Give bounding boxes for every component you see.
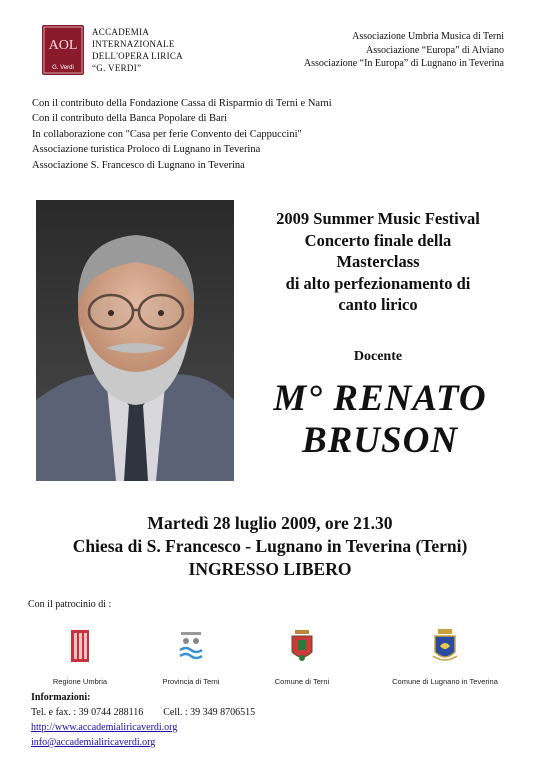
event-details	[0, 512, 540, 581]
event-title-line: 2009 Summer Music Festival	[276, 209, 480, 228]
sponsor-provincia-terni	[131, 626, 251, 686]
event-title-line: Masterclass	[336, 252, 420, 271]
patronage-label: Con il patrocinio di :	[28, 599, 112, 610]
logo-letters: AOL	[48, 38, 78, 53]
sponsor-comune-lugnano	[385, 626, 505, 686]
event-title-line: canto lirico	[338, 295, 418, 314]
event-location: Chiesa di S. Francesco - Lugnano in Teverina (Terni)	[72, 536, 468, 556]
academy-logo	[42, 25, 84, 75]
contribution-item: Con il contributo della Fondazione Cassa di Risparmio di Terni e Narni	[32, 98, 332, 109]
event-title-line: Concerto finale della	[304, 230, 452, 250]
sponsor-name: Comune di Terni	[274, 677, 330, 686]
provincia-terni-emblem-icon	[176, 626, 206, 666]
association-item: Associazione “In Europa” di Lugnano in Teverina	[303, 58, 504, 69]
teacher-name	[245, 378, 515, 462]
contribution-item: Con il contributo della Banca Popolare di Bari	[32, 113, 228, 125]
contribution-item: Associazione S. Francesco di Lugnano in Teverina	[32, 159, 245, 171]
regione-umbria-emblem-icon	[65, 626, 95, 666]
logo-caption: G. Verdi	[52, 65, 74, 71]
portrait-image	[36, 200, 234, 481]
free-entry: INGRESSO LIBERO	[188, 559, 352, 579]
teacher-name-line1: M° RENATO	[273, 378, 487, 419]
sponsor-regione-umbria	[20, 626, 140, 686]
comune-lugnano-crest-icon	[430, 626, 460, 666]
phone-line: Tel. e fax. : 39 0744 288116 Cell. : 39 349 8706515	[31, 707, 256, 718]
academy-logo-icon	[42, 25, 84, 75]
association-item: Associazione Umbria Musica di Terni	[352, 31, 504, 42]
teacher-name-line2: BRUSON	[301, 420, 459, 461]
sponsor-name: Provincia di Terni	[162, 677, 220, 686]
docente-label: Docente	[353, 349, 403, 364]
event-date: Martedì 28 luglio 2009, ore 21.30	[147, 513, 393, 533]
contribution-item: Associazione turistica Proloco di Lugnano in Teverina	[32, 144, 261, 156]
website-link[interactable]: http://www.accademialiricaverdi.org	[31, 722, 178, 733]
contributions-list	[32, 96, 332, 173]
info-title: Informazioni:	[31, 692, 91, 703]
contribution-item: In collaborazione con "Casa per ferie Convento dei Cappuccini"	[32, 128, 302, 140]
event-title-block	[250, 208, 506, 316]
association-item: Associazione “Europa” di Alviano	[365, 44, 504, 56]
portrait-photo	[36, 200, 234, 481]
email-link[interactable]: info@accademialiricaverdi.org	[31, 737, 156, 748]
associations-list	[244, 30, 504, 71]
sponsor-name: Regione Umbria	[52, 677, 108, 686]
sponsor-name: Comune di Lugnano in Teverina	[392, 677, 498, 686]
sponsor-comune-terni	[242, 626, 362, 686]
academy-name: ACCADEMIA INTERNAZIONALE DELL'OPERA LIRICA “G. VERDI”	[92, 27, 183, 73]
contact-info	[31, 690, 255, 750]
comune-terni-crest-icon	[287, 626, 317, 666]
event-title-line: di alto perfezionamento di	[285, 273, 471, 293]
